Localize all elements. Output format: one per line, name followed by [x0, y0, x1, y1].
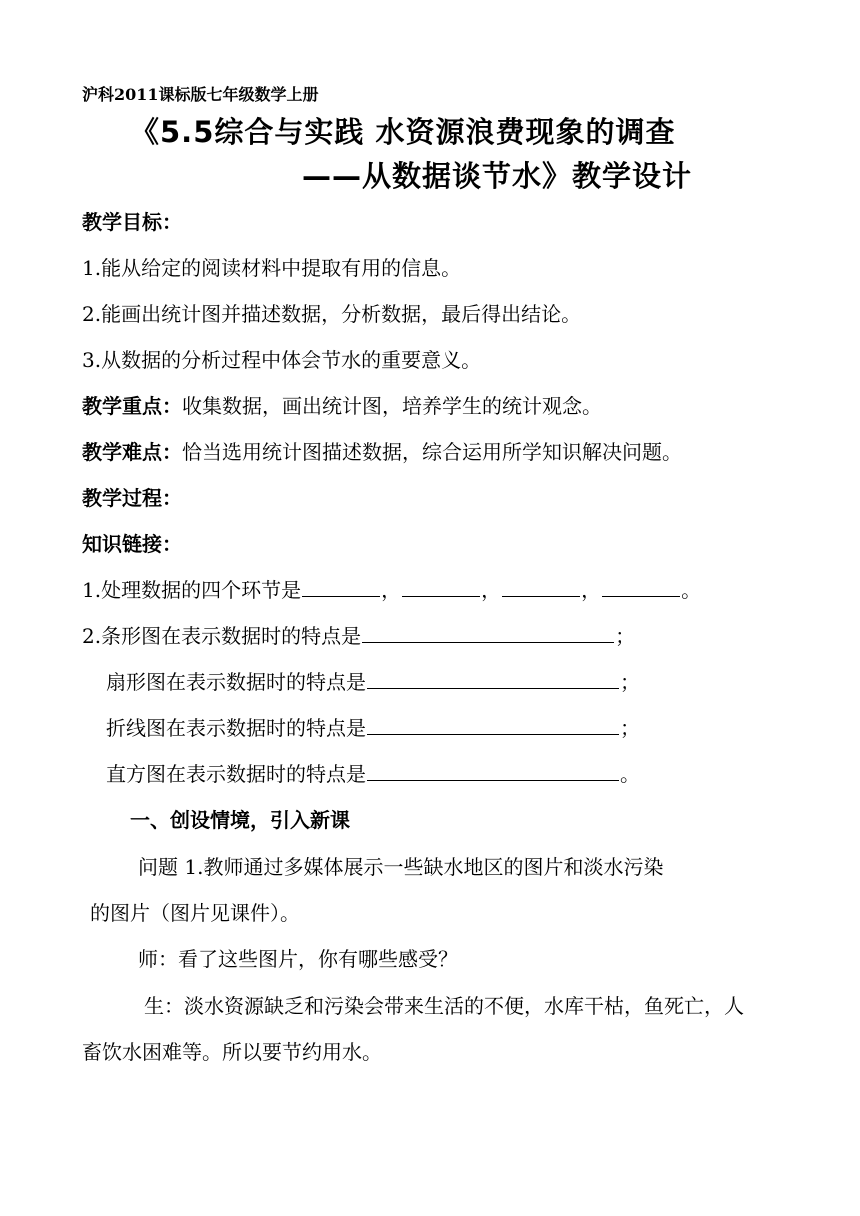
difficulty-label: 教学难点：: [82, 440, 182, 464]
separator: ，: [381, 578, 402, 602]
document-header: 沪科2011课标版七年级数学上册: [82, 85, 319, 104]
question-1: [82, 574, 701, 603]
question-2-bar: [82, 620, 635, 649]
problem-1-line-1: 问题 1.教师通过多媒体展示一些缺水地区的图片和淡水污染: [138, 855, 664, 879]
question-2-line-prefix: 折线图在表示数据时的特点是: [106, 716, 366, 740]
key-point-label: 教学重点：: [82, 394, 182, 418]
question-1-prefix: 1.处理数据的四个环节是: [82, 578, 302, 602]
answer-blank[interactable]: [367, 668, 619, 689]
end-mark: ；: [620, 716, 640, 740]
teacher-line: 师：看了这些图片，你有哪些感受？: [138, 947, 458, 971]
answer-blank[interactable]: [367, 714, 619, 735]
objective-item-2: 2.能画出统计图并描述数据，分析数据，最后得出结论。: [82, 302, 582, 326]
question-2-pie: [106, 666, 640, 695]
objective-item-1: 1.能从给定的阅读材料中提取有用的信息。: [82, 256, 462, 280]
answer-blank[interactable]: [402, 576, 480, 597]
key-point-text: 收集数据，画出统计图，培养学生的统计观念。: [182, 394, 602, 418]
section-1-heading: 一、创设情境，引入新课: [130, 808, 350, 832]
student-line-2: 畜饮水困难等。所以要节约用水。: [82, 1040, 382, 1064]
difficulty: [82, 436, 682, 465]
objective-item-3: 3.从数据的分析过程中体会节水的重要意义。: [82, 348, 482, 372]
difficulty-text: 恰当选用统计图描述数据，综合运用所学知识解决问题。: [182, 440, 682, 464]
question-2-bar-prefix: 2.条形图在表示数据时的特点是: [82, 624, 362, 648]
key-point: [82, 390, 602, 419]
objectives-heading: 教学目标：: [82, 210, 182, 234]
end-mark: ；: [620, 670, 640, 694]
answer-blank[interactable]: [367, 760, 619, 781]
problem-1-line-2: 的图片（图片见课件）。: [90, 901, 300, 925]
separator: ，: [581, 578, 602, 602]
question-2-pie-prefix: 扇形图在表示数据时的特点是: [106, 670, 366, 694]
end-mark: ；: [615, 624, 636, 648]
separator: ，: [481, 578, 502, 602]
end-mark: 。: [681, 578, 702, 602]
knowledge-link-heading: 知识链接：: [82, 532, 182, 556]
student-line-1: 生：淡水资源缺乏和污染会带来生活的不便，水库干枯，鱼死亡，人: [144, 994, 744, 1018]
question-2-histogram-prefix: 直方图在表示数据时的特点是: [106, 762, 366, 786]
answer-blank[interactable]: [302, 576, 380, 597]
answer-blank[interactable]: [602, 576, 680, 597]
answer-blank[interactable]: [362, 622, 614, 643]
title-line-1: 《5.5综合与实践 水资源浪费现象的调查: [130, 115, 676, 149]
question-2-line: [106, 712, 640, 741]
title-line-2: ——从数据谈节水》教学设计: [302, 159, 693, 193]
end-mark: 。: [620, 762, 640, 786]
question-2-histogram: [106, 758, 640, 787]
process-heading: 教学过程：: [82, 486, 182, 510]
answer-blank[interactable]: [502, 576, 580, 597]
